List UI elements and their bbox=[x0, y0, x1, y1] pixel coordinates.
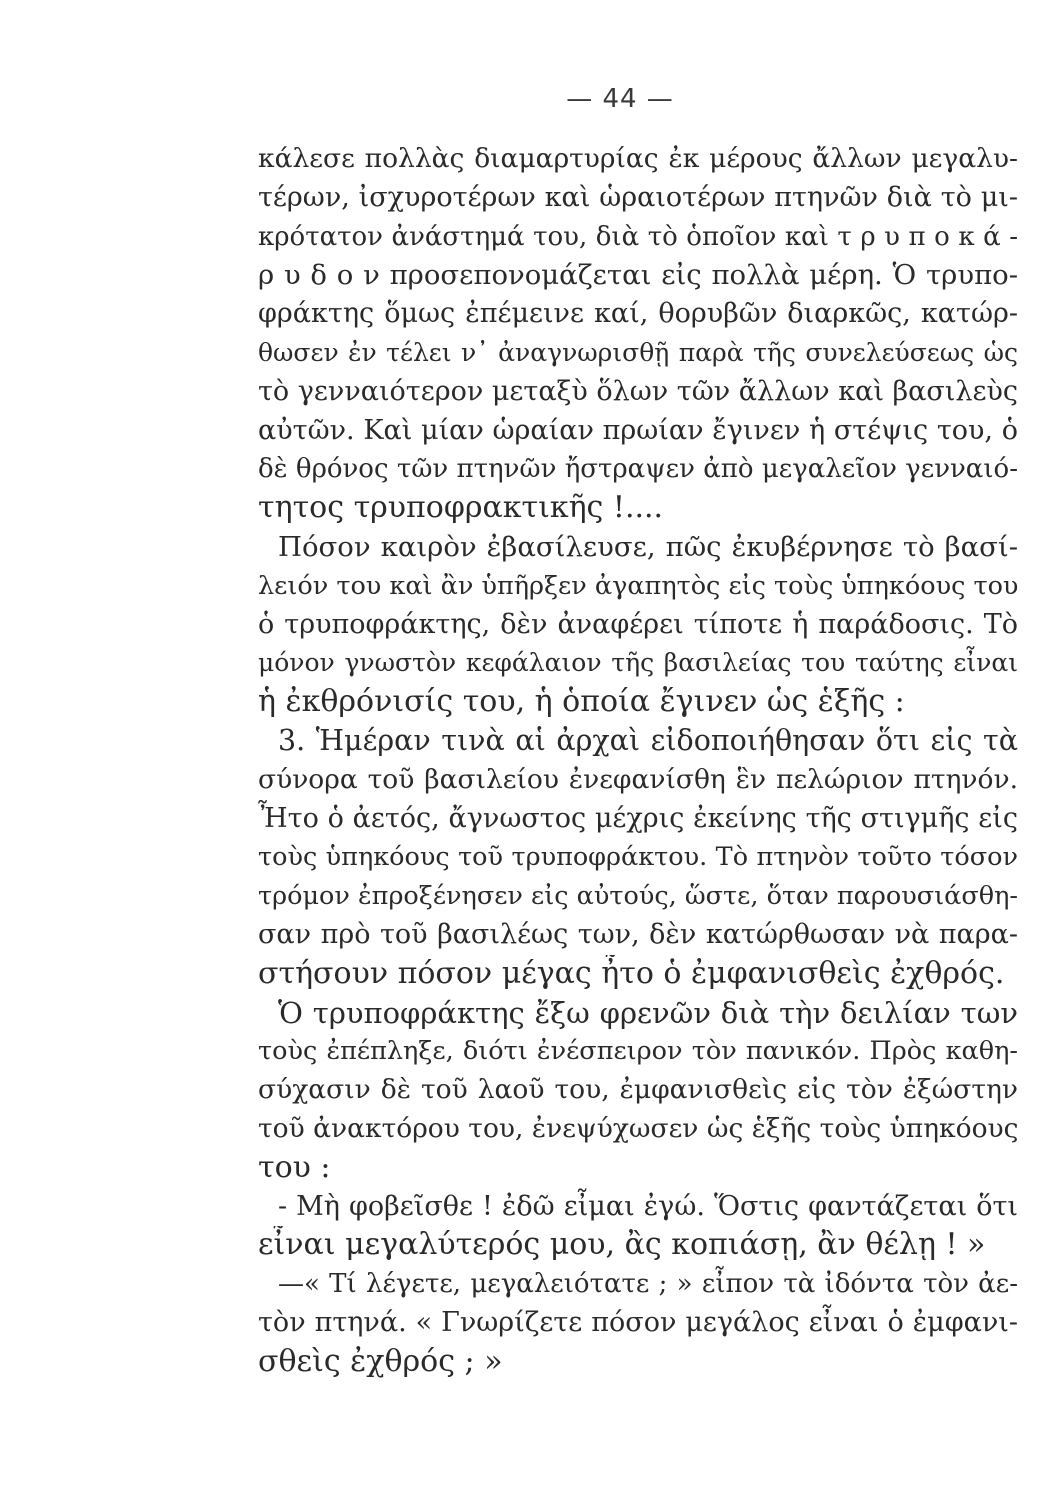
text-line: τέρων, ἰσχυροτέρων καὶ ὡραιοτέρων πτηνῶν διὰ τὸ μι- bbox=[258, 181, 1018, 213]
text-line: τὸν πτηνά. « Γνωρίζετε πόσον μεγάλος εἶναι ὁ ἐμφανι- bbox=[258, 1306, 1018, 1338]
text-line: τὸ γενναιότερον μεταξὺ ὅλων τῶν ἄλλων καὶ βασιλεὺς bbox=[258, 375, 1018, 407]
body-text bbox=[258, 140, 1018, 1382]
text-line: τοῦ ἀνακτόρου του, ἐνεψύχωσεν ὡς ἑξῆς τοὺς ὑπηκόους bbox=[258, 1112, 1018, 1144]
text-line: δὲ θρόνος τῶν πτηνῶν ἤστραψεν ἀπὸ μεγαλεῖον γενναιό- bbox=[258, 454, 1018, 485]
text-line: στήσουν πόσον μέγας ἦτο ὁ ἐμφανισθεὶς ἐχθρός. bbox=[258, 955, 1005, 991]
text-line: μόνον γνωστὸν κεφάλαιον τῆς βασιλείας του ταύτης εἶναι bbox=[258, 648, 1018, 678]
text-line: τοὺς ἐπέπληξε, διότι ἐνέσπειρον τὸν πανικόν. Πρὸς καθη- bbox=[258, 1036, 1018, 1067]
text-line: σθεὶς ἐχθρός ; » bbox=[258, 1343, 503, 1379]
text-line: ἡ ἐκθρόνισίς του, ἡ ὁποία ἔγινεν ὡς ἑξῆς : bbox=[258, 684, 905, 720]
text-line: σύχασιν δὲ τοῦ λαοῦ του, ἐμφανισθεὶς εἰς τὸν ἐξώστην bbox=[258, 1074, 1018, 1106]
text-line: φράκτης ὅμως ἐπέμεινε καί, θορυβῶν διαρκῶς, κατώρ- bbox=[258, 298, 1018, 330]
text-line: λειόν του καὶ ἂν ὑπῆρξεν ἀγαπητὸς εἰς τοὺς ὑπηκόους του bbox=[258, 570, 1018, 601]
text-line: σύνορα τοῦ βασιλείου ἐνεφανίσθη ἓν πελώριον πτηνόν. bbox=[258, 763, 1018, 795]
text-line: Ὁ τρυποφράκτης ἔξω φρενῶν διὰ τὴν δειλίαν των bbox=[278, 995, 1018, 1030]
text-line: του : bbox=[258, 1149, 331, 1185]
text-line: αὐτῶν. Καὶ μίαν ὡραίαν πρωίαν ἔγινεν ἡ στέψις του, ὁ bbox=[258, 414, 1018, 446]
text-line: τοὺς ὑπηκόους τοῦ τρυποφράκτου. Τὸ πτηνὸν τοῦτο τόσον bbox=[258, 842, 1018, 873]
text-line: σαν πρὸ τοῦ βασιλέως των, δὲν κατώρθωσαν νὰ παρα- bbox=[258, 918, 1018, 950]
text-line: κρότατον ἀνάστημά του, διὰ τὸ ὁποῖον καὶ τ ρ υ π ο κ ά - bbox=[258, 221, 1018, 252]
text-line: τρόμον ἐπροξένησεν εἰς αὐτούς, ὥστε, ὅταν παρουσιάσθη- bbox=[258, 881, 1018, 912]
text-line: - Μὴ φοβεῖσθε ! ἐδῶ εἶμαι ἐγώ. Ὅστις φαντάζεται ὅτι bbox=[278, 1190, 1018, 1222]
text-line: θωσεν ἐν τέλει ν᾽ ἀναγνωρισθῇ παρὰ τῆς συνελεύσεως ὡς bbox=[258, 337, 1018, 367]
text-line: κάλεσε πολλὰς διαμαρτυρίας ἐκ μέρους ἄλλων μεγαλυ- bbox=[258, 143, 1018, 174]
text-line: 3. Ἡμέραν τινὰ αἱ ἀρχαὶ εἰδοποιήθησαν ὅτι εἰς τὰ bbox=[278, 723, 1018, 757]
text-line: ρ υ δ ο ν προσεπονομάζεται εἰς πολλὰ μέρη. Ὁ τρυπο- bbox=[258, 259, 1018, 292]
text-line: τητος τρυποφρακτικῆς !.... bbox=[258, 490, 664, 526]
text-line: —« Τί λέγετε, μεγαλειότατε ; » εἶπον τὰ ἰδόντα τὸν ἀε- bbox=[278, 1269, 1018, 1300]
text-line: Ἦτο ὁ ἀετός, ἄγνωστος μέχρις ἐκείνης τῆς στιγμῆς εἰς bbox=[258, 802, 1018, 834]
text-line: εἶναι μεγαλύτερός μου, ἂς κοπιάσῃ, ἂν θέλῃ ! » bbox=[258, 1227, 986, 1263]
text-line: ὁ τρυποφράκτης, δὲν ἀναφέρει τίποτε ἡ παράδοσις. Τὸ bbox=[258, 608, 1018, 640]
text-line: Πόσον καιρὸν ἐβασίλευσε, πῶς ἐκυβέρνησε τὸ βασί- bbox=[278, 530, 1018, 563]
page-number: — 44 — bbox=[566, 84, 674, 114]
